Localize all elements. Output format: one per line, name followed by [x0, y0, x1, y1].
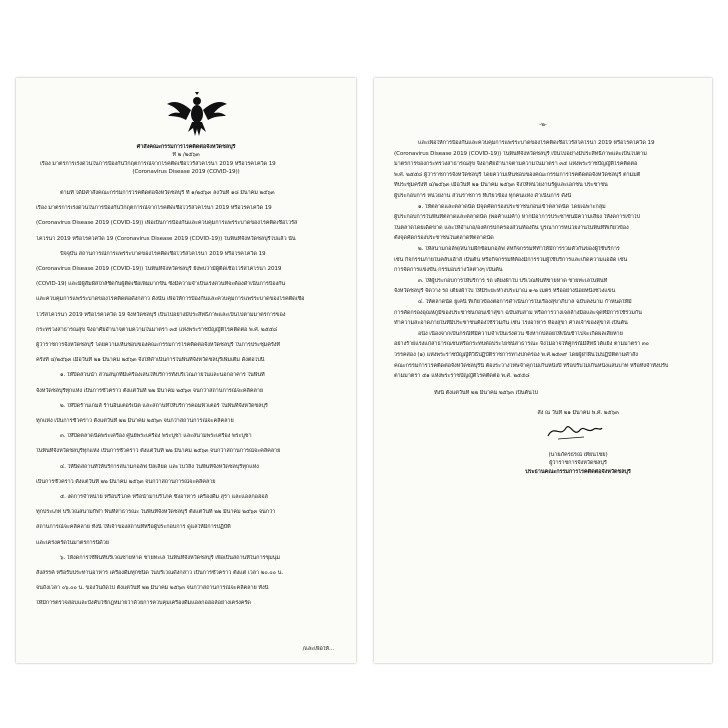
order-number: ที่ ๒ /๒๕๖๓	[172, 152, 200, 158]
text-line: ๒. ให้สนามกอล์ฟ/สนามฝึกซ้อมกอล์ฟ สหกิจกรรมที่ทำให้มีการรวมตัวกันของผู้ใช้บริการ	[418, 246, 620, 252]
text-line: ในพื้นที่จังหวัดชลบุรีทุกแห่ง เป็นการชั่วคราว ตั้งแต่วันที่ ๒๒ มีนาคม ๒๕๖๓ จนกว่าสถานการณ์จะคลี่คลาย	[36, 448, 281, 455]
text-line: ผู้ว่าราชการจังหวัดชลบุรี โดยความเห็นชอบของคณะกรรมการโรคติดต่อจังหวัดชลบุรี ในการประชุมครั้งที่	[36, 342, 281, 348]
page-number: -๒-	[539, 122, 547, 128]
text-line: จังหวัดชลบุรีทุกแห่ง เป็นการชั่วคราว ตั้งแต่วันที่ ๒๒ มีนาคม ๒๕๖๓ จนกว่าสถานการณ์จะคลี่คลาย	[36, 387, 264, 394]
subject-line-2: (Coronavirus Disease 2019 (COVID-19))	[132, 169, 240, 175]
text-line: ไวรัสโคโรนา 2019 หรือโรคโควิด 19 จังหวัดชลบุรี เป็นไปอย่างมีประสิทธิภาพและเป็นไปตามมาตรการของ	[36, 311, 286, 318]
text-line: ที่ประชุมครั้งที่ ๔/๒๕๖๓ เมื่อวันที่ ๒๑ มีนาคม ๒๕๖๓ จึงให้หน่วยงานรัฐและเอกชน ประชาชน	[394, 182, 608, 189]
text-line: (COVID-19) และมีผู้สัมผัสใกล้ชิดกับผู้ติดเชื้อเพิ่มมากขึ้น ซึ่งมีความจำเป็นเร่งด่วนที่จะต้องดำเนินการป้องกัน	[36, 281, 286, 288]
continuation-note: /และเพื่อให้...	[302, 646, 334, 652]
text-line: เช่น กิจกรรมภายในคลับเฮ้าส์ เป็นต้น หรือกิจกรรมที่ต้องมีการรวมผู้ใช้บริการและเกิดความแออัด เช่น	[394, 256, 628, 263]
text-line: การจัดการแข่งขัน กรรมอบรางวัลต่างๆ เป็นต้น	[394, 267, 503, 274]
text-line: (Coronavirus Disease 2019 (COVID-19)) ในพื้นที่จังหวัดชลบุรี ยังพบว่ามีผู้ติดเชื้อไวรัสโคโรนา 2019	[36, 266, 282, 272]
text-line: ๓. ให้ผู้ประกอบการให้บริการ รถ เตียงผ้าใบ บริเวณพื้นที่ชายหาด ชายทะเลในพื้นที่	[418, 277, 608, 284]
text-line: สถานการณ์จะคลี่คลาย ทั้งนี้ ให้เจ้าของสถานที่หรือผู้ประกอบการ ดูแลให้มีการปฏิบัติ	[36, 524, 231, 531]
text-line: อนึ่ง เนื่องจากเป็นกรณีที่มีความจำเป็นเร่งด่วน ซึ่งหากปล่อยให้เนิ่นช้าไปจะเกิดผลเสียหาย	[418, 330, 623, 337]
text-line: ๔. ให้ปิดสถานที่ให้บริการสนามกอล์ฟ บิลเลียด และโบว์ลิ่ง ในพื้นที่จังหวัดชลบุรีทุกแห่ง	[60, 463, 259, 470]
text-line: วรรคสอง (๑) แห่งพระราชบัญญัติวิธีปฏิบัติราชการทางปกครอง พ.ศ.๒๕๓๙ โดยผู้ฝ่าฝืนไม่ปฏิบัติตามคำสั่ง	[394, 352, 638, 358]
text-line: คณะกรรมการโรคติดต่อจังหวัดชลบุรีนี้ ต้องระวางโทษจำคุกไม่เกินหนึ่งปี หรือปรับไม่เกินหนึ่งแสนบาท หรือทั้งจำทั้งปรับ	[394, 362, 669, 369]
handwritten-signature	[544, 420, 604, 442]
text-line: ตั้งจุดคัดกรองประชาชนในตลาดที่ตลาดนัด	[394, 235, 494, 242]
text-line: ๑. ให้ปิดสวนน้ำ สวนสนุกที่มีเครื่องเล่นให้บริการทั้งบริเวณภายในและนอกอาคาร ในพื้นที่	[60, 372, 265, 379]
text-line: โคโรนา 2019 หรือโรคโควิด 19 (Coronavirus Disease 2019 (COVID-19)) ในพื้นที่จังหวัดชลบุรีไปแล้ว นั้น	[36, 235, 296, 242]
text-line: การคัดกรองอุณหภูมิของประชาชนก่อนเข้าสุขา ฉบับสบสาม หรือการวางเจลล้างมือและจุดที่มีการใช้ร่วมกัน	[394, 309, 642, 316]
text-line: ๔. ให้ตลาดนัด ยูเคนี ที่เกี่ยวข้องต่อการดำเนินการในเรื่องสุขาภิบาล ฉบับลงนาม กำหนดให้มี	[418, 299, 632, 305]
signer-title: ผู้ว่าราชการจังหวัดชลบุรี	[549, 460, 607, 466]
text-line: ทุกแห่ง เป็นการชั่วคราว ตั้งแต่วันที่ ๒๒ มีนาคม ๒๕๖๓ จนกว่าสถานการณ์จะคลี่คลาย	[36, 418, 234, 424]
document-page-1	[16, 78, 356, 663]
text-line: ครั้งที่ ๔/๒๕๖๓ เมื่อวันที่ ๒๑ มีนาคม ๒๕๖๓ จึงให้ดำเนินการในพื้นที่จังหวัดชลบุรีเพิ่มเติม ดังต่อไปนี้	[36, 357, 265, 364]
text-line: และเคร่งครัดในมาตรการนี้ด้วย	[36, 539, 109, 546]
text-line: ตามมาตรา ๕๑ แห่งพระราชบัญญัติโรคติดต่อ พ.ศ. ๒๕๕๘	[394, 373, 530, 380]
garuda-emblem-icon	[166, 92, 228, 138]
text-line: ๒. ให้ปิดร้านเกมส์ ร้านอินเตอร์เน็ต และสถานที่ให้บริการคอมพิวเตอร์ ในพื้นที่จังหวัดชลบุรี	[60, 402, 268, 409]
text-line: สังสรรค์ หรือรับประทานอาหาร เครื่องดื่มทุกชนิด ในบริเวณดังกล่าว เป็นการชั่วคราว ตั้งแต่ เวลา ๒๐.๐๐ น.	[36, 570, 284, 576]
text-line: ผู้ประกอบการ หน่วยงาน ส่วนราชการ ที่เกี่ยวข้อง ทุกคนแห่ง ดำเนินการ ดังนี้	[394, 193, 572, 199]
text-line: ๖. ให้งดการใช้พื้นที่บริเวณชายหาด ชายทะเล ในพื้นที่จังหวัดชลบุรี เพื่อเป็นสถานที่ในการชุมนุม	[60, 554, 280, 561]
text-line: อย่างร้ายแรงแก่สาธารณชนหรือกระทบต่อประโยชน์สาธารณะ จึงไม่อาจให้คู่กรณีมีสิทธิโต้แย้ง ตามมาตรา ๓๐	[394, 341, 649, 348]
text-line: (Coronavirus Disease 2019 (COVID-19)) ในพื้นที่จังหวัดชลบุรี เป็นไปอย่างมีประสิทธิภาพและเป็นไปตาม	[394, 150, 647, 157]
text-line: เป็นการชั่วคราว ตั้งแต่วันที่ ๒๒ มีนาคม ๒๕๖๓ จนกว่าสถานการณ์จะคลี่คลาย	[36, 478, 216, 485]
issuer-title: คำสั่งคณะกรรมการโรคติดต่อจังหวัดชลบุรี	[136, 144, 236, 150]
text-line: ทุกประเภท บริเวณสนามกีฬา พื้นที่สาธารณะ ในพื้นที่จังหวัดชลบุรี ตั้งแต่วันที่ ๒๒ มีนาคม ๒๕๖๓ จนกว่า	[36, 509, 276, 516]
signer-role: ประธานคณะกรรมการโรคติดต่อจังหวัดชลบุรี	[525, 469, 631, 475]
text-line: และเพื่อให้การป้องกันและควบคุมการแพร่ระบาดของโรคติดเชื้อไวรัสโคโรนา 2019 หรือโรคโควิด 19	[418, 140, 655, 146]
effective-date: ทั้งนี้ ตั้งแต่วันที่ ๒๒ มีนาคม ๒๕๖๓ เป็นต้นไป	[434, 390, 538, 396]
signer-name: (นายภัครธรณ์ เทียนไชย)	[548, 452, 608, 458]
text-line: ๑. ให้ตลาดและตลาดนัด มีจุดคัดกรองประชาชนก่อนเข้าตลาดนัด โดยเฉพาะกลุ่ม	[418, 203, 606, 210]
text-line: จนถึงเวลา ๐๖.๐๐ น. ของวันถัดไป ตั้งแต่วันที่ ๒๒ มีนาคม ๒๕๖๓ จนกว่าสถานการณ์จะคลี่คลาย ทั้งนี้	[36, 585, 269, 592]
text-line: จังหวัดชลบุรี จัดวาง รถ เตียงผ้าใบ ให้มีระยะห่างประมาณ ๑-๒ เมตร หรืออย่างน้อยหนึ่งช่วงแขน	[394, 288, 616, 295]
text-line: เรื่อง มาตรการเร่งด่วนในการป้องกันวิกฤตการณ์จากโรคติดเชื้อไวรัสโคโรนา 2019 หรือโรคโควิด 19	[36, 205, 272, 212]
subject-line-1: เรื่อง มาตรการเร่งด่วนในการป้องกันวิกฤตการณ์จากโรคติดเชื้อไวรัสโคโรนา 2019 หรือโรคโควิด 19	[40, 161, 276, 167]
signed-date: สั่ง ณ วันที่ ๒๑ มีนาคม พ.ศ. ๒๕๖๓	[537, 410, 619, 416]
text-line: ตามที่ ได้มีคำสั่งคณะกรรมการโรคติดต่อจังหวัดชลบุรี ที่ ๑/๒๕๖๓ ลงวันที่ ๑๘ มีนาคม ๒๕๖๓	[60, 190, 275, 196]
text-line: และควบคุมการแพร่ระบาดของโรคติดต่อดังกล่าว ดังนั้น เพื่อให้การป้องกันและควบคุมการแพร่ระบาดของโรคติดเชื้อ	[36, 296, 305, 303]
text-line: มาตรการของกระทรวงสาธารณสุข จึงอาศัยอำนาจตามความในมาตรา ๓๕ แห่งพระราชบัญญัติโรคติดต่อ	[394, 161, 638, 168]
document-page-2	[374, 78, 712, 663]
text-line: พ.ศ. ๒๕๕๘ ผู้ว่าราชการจังหวัดชลบุรี โดยความเห็นชอบของคณะกรรมการโรคติดต่อจังหวัดชลบุรี ตามมติ	[394, 171, 641, 178]
text-line: ทำความสะอาดภายในที่มีประชาชนต้องใช้ร่วมกัน เช่น โรงอาหาร ห้องสุขา ศาลเจ้าของสุขาส เป็นต้น	[394, 320, 628, 327]
text-line: ในตลาดโดยเด็ดขาด และให้อำเภอ/องค์กรปกครองส่วนท้องถิ่น บูรณาการหน่วยงานในพื้นที่ที่เกี่ยวข้อง	[394, 224, 629, 231]
text-line: ๕. งดการจำหน่าย หรือบริโภค หรือนำมาบริโภค ซึ่งอาหาร เครื่องดื่ม สุรา และแอลกอฮอล์	[60, 494, 268, 500]
text-line: ๓. ให้ปิดตลาดนัดพระเครื่อง ศูนย์พระเครื่อง พระบูชา และสนามพระเครื่อง พระบูชา	[60, 433, 252, 440]
text-line: (Coronavirus Disease 2019 (COVID-19)) เพื่อเป็นการป้องกันและควบคุมการแพร่ระบาดของโรคติดเชื้อไวรัส	[36, 220, 298, 227]
text-line: ผู้ประกอบการในพื้นที่ตลาดและตลาดนัด (พ่อค้าแม่ค้า) หากมีอาการประชาชนมีความเสี่ยง ให้งดการเข้าไป	[394, 214, 640, 221]
text-line: ให้มีการตรวจสอบและบังคับใช้กฎหมายว่าด้วยการควบคุมเครื่องดื่มแอลกอฮอล์อย่างเคร่งครัด	[36, 600, 251, 607]
text-line: ปัจจุบัน สถานการณ์การแพร่ระบาดของโรคติดเชื้อไวรัสโคโรนา 2019 หรือโรคโควิด 19	[60, 250, 266, 257]
text-line: กระทรวงสาธารณสุข จึงอาศัยอำนาจตามความในมาตรา ๓๕ แห่งพระราชบัญญัติโรคติดต่อ พ.ศ. ๒๕๕๘	[36, 326, 278, 333]
